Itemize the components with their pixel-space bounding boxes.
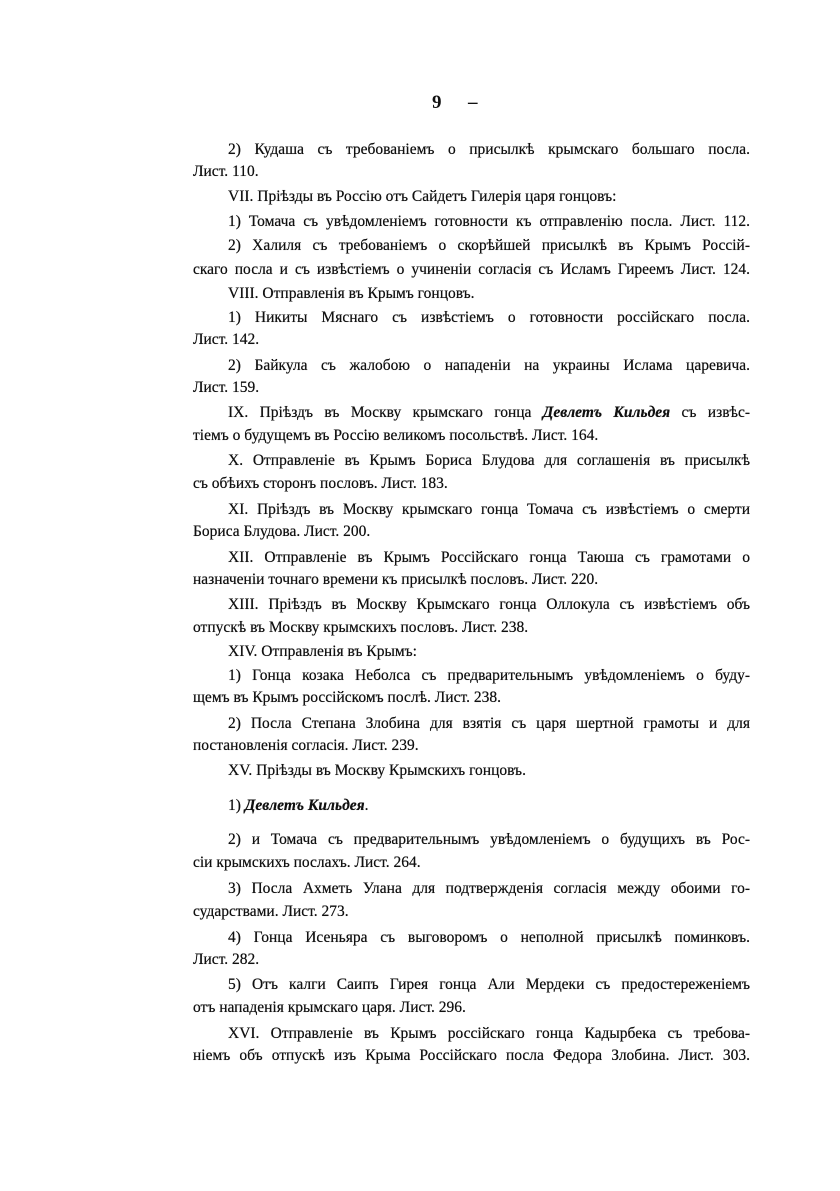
text-line: XIV. Отправленія въ Крымъ: bbox=[228, 643, 417, 660]
text-line: Бориса Блудова. Лист. 200. bbox=[193, 523, 371, 540]
text-line: съ обѣихъ сторонъ пословъ. Лист. 183. bbox=[193, 475, 448, 492]
text-line: щемъ въ Крымъ россійскомъ послѣ. Лист. 238. bbox=[193, 689, 501, 706]
text-line: сіи крымскихъ послахъ. Лист. 264. bbox=[193, 854, 421, 871]
text-line: 1) Никиты Мяснаго съ извѣстіемъ о готовности россійскаго посла. bbox=[228, 309, 750, 326]
text-line: 2) Байкула съ жалобою о нападеніи на украины Ислама царевича. bbox=[228, 357, 750, 374]
text-segment: съ извѣс- bbox=[670, 404, 750, 421]
text-line: 2) Посла Степана Злобина для взятія съ царя шертной грамоты и для bbox=[228, 715, 750, 732]
text-line: 2) Кудаша съ требованіемъ о присылкѣ крымскаго большаго посла. bbox=[228, 141, 750, 158]
text-line: постановленія согласія. Лист. 239. bbox=[193, 737, 419, 754]
text-line: X. Отправленіе въ Крымъ Бориса Блудова для соглашенія въ присылкѣ bbox=[228, 452, 750, 469]
header-dash: – bbox=[468, 92, 478, 113]
text-line: XV. Пріѣзды въ Москву Крымскихъ гонцовъ. bbox=[228, 762, 526, 779]
text-line: 1) Гонца козака Неболса съ предварительнымъ увѣдомленіемъ о буду- bbox=[228, 667, 750, 684]
text-line: VIII. Отправленія въ Крымъ гонцовъ. bbox=[228, 285, 475, 302]
text-line: VII. Пріѣзды въ Россію отъ Сайдетъ Гилерія царя гонцовъ: bbox=[228, 188, 617, 205]
text-line: ніемъ объ отпускѣ изъ Крыма Россійскаго посла Федора Злобина. Лист. 303. bbox=[193, 1047, 750, 1064]
text-line: 2) Халиля съ требованіемъ о скорѣйшей присылкѣ въ Крымъ Россій- bbox=[228, 237, 750, 254]
text-line: сударствами. Лист. 273. bbox=[193, 903, 349, 920]
text-line: Лист. 159. bbox=[193, 379, 260, 396]
text-segment: . bbox=[364, 797, 369, 814]
text-line: назначеніи точнаго времени къ присылкѣ пословъ. Лист. 220. bbox=[193, 571, 599, 588]
text-line: 3) Посла Ахметь Улана для подтвержденія согласія между обоими го- bbox=[228, 880, 750, 897]
text-line: Лист. 142. bbox=[193, 331, 260, 348]
text-line: XVI. Отправленіе въ Крымъ россійскаго гонца Кадырбека съ требова- bbox=[228, 1025, 750, 1042]
text-line: XI. Пріѣздъ въ Москву крымскаго гонца Томача съ извѣстіемъ о смерти bbox=[228, 501, 750, 518]
text-line: отъ нападенія крымскаго царя. Лист. 296. bbox=[193, 999, 466, 1016]
text-line: Лист. 110. bbox=[193, 163, 259, 180]
text-line: XII. Отправленіе въ Крымъ Россійскаго гонца Таюша съ грамотами о bbox=[228, 549, 750, 566]
text-line: скаго посла и съ извѣстіемъ о учиненіи согласія съ Исламъ Гиреемъ Лист. 124. bbox=[193, 261, 750, 278]
text-line: XIII. Пріѣздъ въ Москву Крымскаго гонца Оллокула съ извѣстіемъ объ bbox=[228, 596, 750, 613]
text-line: Лист. 282. bbox=[193, 951, 260, 968]
text-line: 4) Гонца Исеньяра съ выговоромъ о неполной присылкѣ поминковъ. bbox=[228, 929, 750, 946]
text-line: 1) Томача съ увѣдомленіемъ готовности къ отправленію посла. Лист. 112. bbox=[228, 213, 750, 230]
text-line: тіемъ о будущемъ въ Россію великомъ посольствѣ. Лист. 164. bbox=[193, 427, 599, 444]
italic-name: Девлетъ Кильдея bbox=[542, 404, 671, 421]
text-line: 5) Отъ калги Саипъ Гирея гонца Али Мердеки съ предостереженіемъ bbox=[228, 976, 750, 993]
text-line: отпускѣ въ Москву крымскихъ пословъ. Лист. 238. bbox=[193, 619, 529, 636]
page-number: 9 bbox=[432, 92, 442, 113]
text-line bbox=[228, 796, 750, 816]
text-segment: IX. Пріѣздъ въ Москву крымскаго гонца bbox=[228, 404, 543, 421]
italic-name: Девлетъ Кильдея bbox=[244, 797, 365, 814]
text-line: 2) и Томача съ предварительнымъ увѣдомленіемъ о будущихъ въ Рос- bbox=[228, 831, 750, 848]
text-line bbox=[228, 403, 750, 423]
text-segment: 1) bbox=[228, 797, 245, 814]
